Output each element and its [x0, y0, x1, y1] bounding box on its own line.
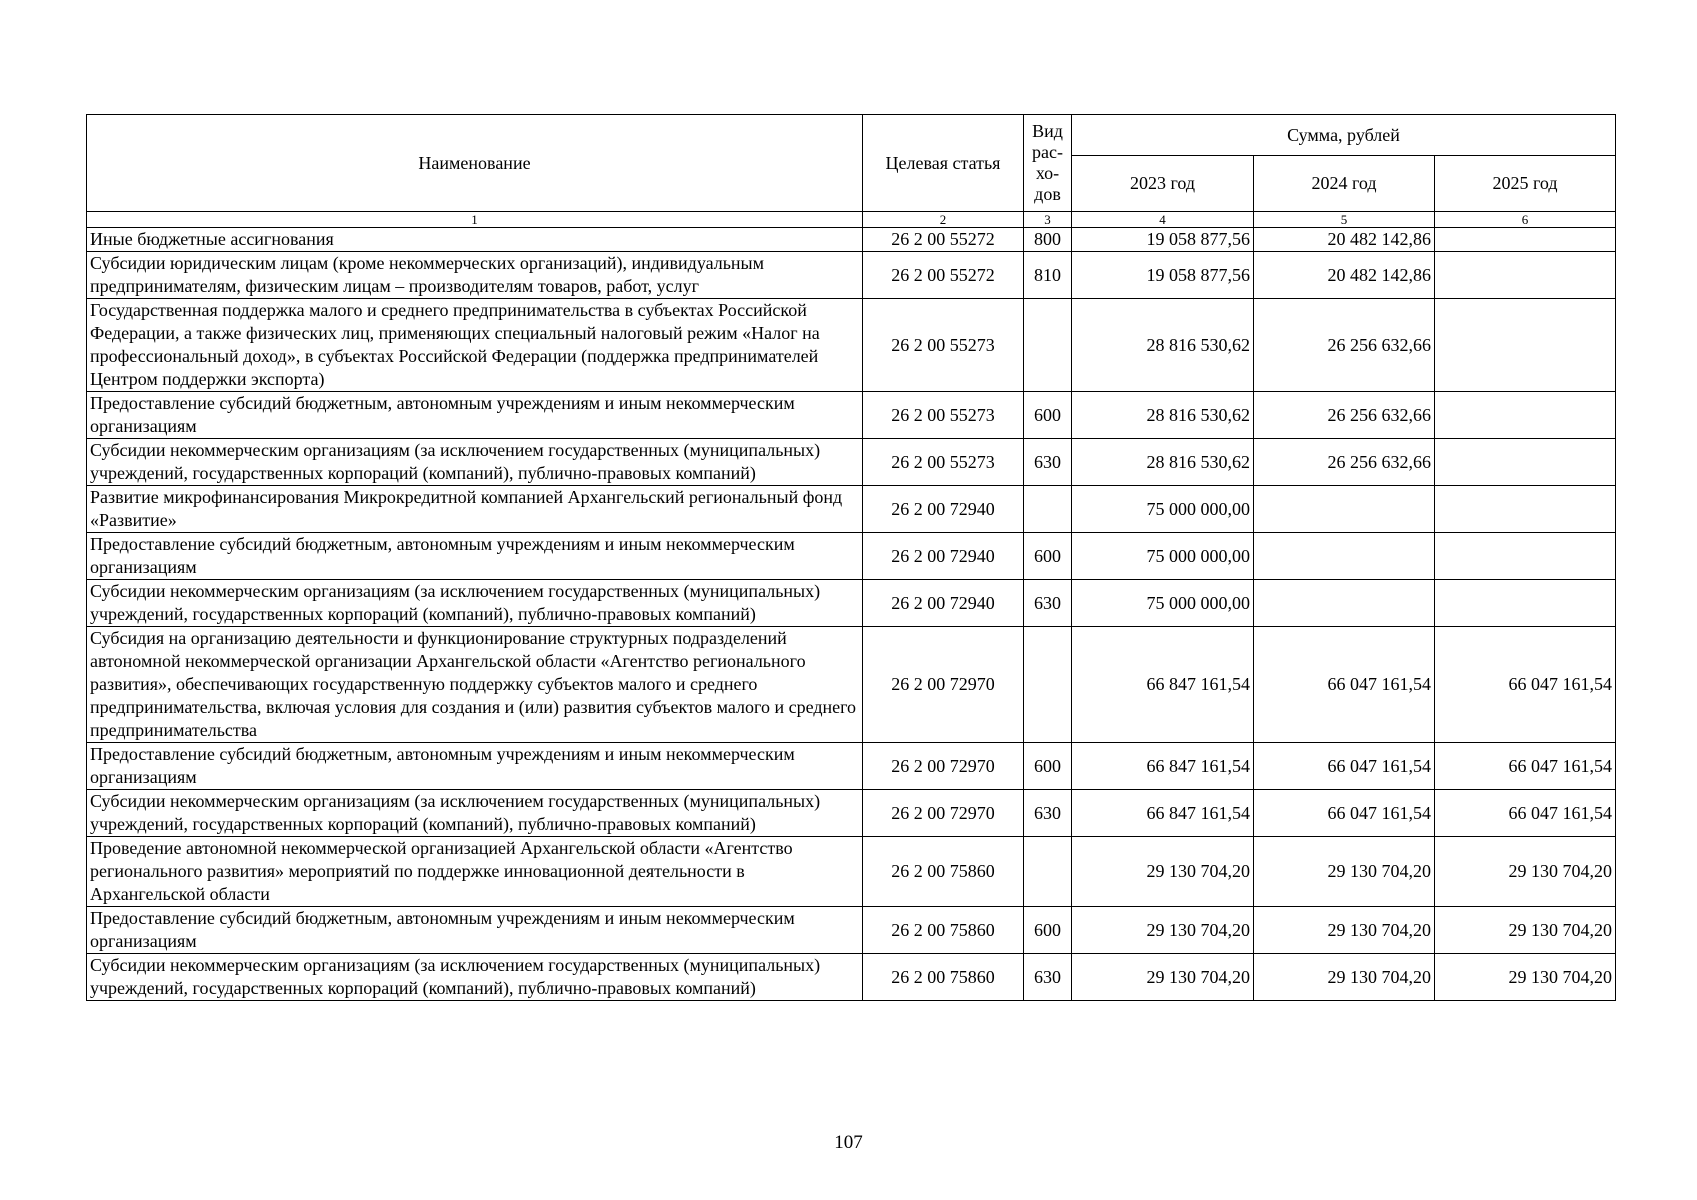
column-number: 5	[1254, 212, 1435, 228]
row-target-article: 26 2 00 75860	[863, 907, 1024, 954]
header-kind	[1024, 115, 1072, 212]
row-name: Субсидии некоммерческим организациям (за исключением государственных (муниципальных) учреждений, государственных корпораций (компаний), публично-правовых компаний)	[87, 790, 863, 837]
row-amount-2023: 66 847 161,54	[1072, 627, 1254, 743]
header-kind-line: рас-	[1032, 142, 1063, 162]
table-row	[87, 486, 1616, 533]
row-amount-2024: 66 047 161,54	[1254, 743, 1435, 790]
row-amount-2024	[1254, 580, 1435, 627]
row-amount-2023: 29 130 704,20	[1072, 837, 1254, 907]
row-amount-2023: 19 058 877,56	[1072, 252, 1254, 299]
row-amount-2024: 29 130 704,20	[1254, 954, 1435, 1001]
row-name: Предоставление субсидий бюджетным, автономным учреждениям и иным некоммерческим организациям	[87, 907, 863, 954]
row-target-article: 26 2 00 55273	[863, 439, 1024, 486]
row-target-article: 26 2 00 72940	[863, 533, 1024, 580]
row-amount-2025: 66 047 161,54	[1435, 627, 1616, 743]
row-expense-type	[1024, 486, 1072, 533]
column-number: 3	[1024, 212, 1072, 228]
row-amount-2024: 29 130 704,20	[1254, 907, 1435, 954]
row-amount-2025	[1435, 392, 1616, 439]
row-expense-type: 600	[1024, 392, 1072, 439]
row-amount-2023: 66 847 161,54	[1072, 790, 1254, 837]
row-expense-type: 630	[1024, 580, 1072, 627]
table-row	[87, 252, 1616, 299]
row-target-article: 26 2 00 55273	[863, 392, 1024, 439]
row-amount-2024: 20 482 142,86	[1254, 252, 1435, 299]
page-number: 107	[834, 1132, 863, 1153]
row-amount-2023: 19 058 877,56	[1072, 228, 1254, 252]
table-row	[87, 392, 1616, 439]
row-name: Развитие микрофинансирования Микрокредитной компанией Архангельский региональный фонд «Развитие»	[87, 486, 863, 533]
row-name: Государственная поддержка малого и среднего предпринимательства в субъектах Российской Федерации, а также физических лиц, применяющих специальный налоговый режим «Налог на профессиональный доход», в субъектах Российской Федерации (поддержка предпринимателей Центром поддержки экспорта)	[87, 299, 863, 392]
row-name: Предоставление субсидий бюджетным, автономным учреждениям и иным некоммерческим организациям	[87, 743, 863, 790]
row-amount-2024: 26 256 632,66	[1254, 299, 1435, 392]
row-expense-type: 630	[1024, 439, 1072, 486]
row-amount-2023: 29 130 704,20	[1072, 907, 1254, 954]
row-amount-2025: 66 047 161,54	[1435, 743, 1616, 790]
row-amount-2025	[1435, 580, 1616, 627]
row-amount-2025: 29 130 704,20	[1435, 837, 1616, 907]
row-amount-2025	[1435, 533, 1616, 580]
budget-sheet	[86, 114, 1616, 1001]
row-amount-2024: 29 130 704,20	[1254, 837, 1435, 907]
row-amount-2025	[1435, 439, 1616, 486]
row-expense-type	[1024, 299, 1072, 392]
table-body	[87, 228, 1616, 1001]
header-sum: Сумма, рублей	[1072, 115, 1616, 156]
row-expense-type	[1024, 837, 1072, 907]
row-amount-2023: 28 816 530,62	[1072, 439, 1254, 486]
row-name: Субсидии некоммерческим организациям (за исключением государственных (муниципальных) учреждений, государственных корпораций (компаний), публично-правовых компаний)	[87, 954, 863, 1001]
header-kind-line: Вид	[1032, 121, 1063, 141]
row-name: Субсидии некоммерческим организациям (за исключением государственных (муниципальных) учреждений, государственных корпораций (компаний), публично-правовых компаний)	[87, 580, 863, 627]
header-kind-line: хо-	[1035, 163, 1060, 183]
column-number: 4	[1072, 212, 1254, 228]
row-name: Проведение автономной некоммерческой организацией Архангельской области «Агентство регионального развития» мероприятий по поддержке инновационной деятельности в Архангельской области	[87, 837, 863, 907]
table-row	[87, 743, 1616, 790]
budget-table	[86, 114, 1616, 1001]
row-expense-type: 630	[1024, 954, 1072, 1001]
row-amount-2024	[1254, 533, 1435, 580]
row-name: Субсидии юридическим лицам (кроме некоммерческих организаций), индивидуальным предпринимателям, физическим лицам – производителям товаров, работ, услуг	[87, 252, 863, 299]
header-name: Наименование	[87, 115, 863, 212]
row-name: Предоставление субсидий бюджетным, автономным учреждениям и иным некоммерческим организациям	[87, 392, 863, 439]
row-expense-type: 600	[1024, 907, 1072, 954]
row-target-article: 26 2 00 72970	[863, 743, 1024, 790]
row-expense-type: 600	[1024, 533, 1072, 580]
header-kind-line: дов	[1034, 184, 1061, 204]
row-target-article: 26 2 00 72970	[863, 790, 1024, 837]
table-row	[87, 439, 1616, 486]
table-row	[87, 299, 1616, 392]
table-row	[87, 228, 1616, 252]
row-amount-2024	[1254, 486, 1435, 533]
row-name: Субсидии некоммерческим организациям (за исключением государственных (муниципальных) учреждений, государственных корпораций (компаний), публично-правовых компаний)	[87, 439, 863, 486]
row-amount-2023: 75 000 000,00	[1072, 533, 1254, 580]
table-row	[87, 627, 1616, 743]
table-row	[87, 954, 1616, 1001]
row-amount-2023: 29 130 704,20	[1072, 954, 1254, 1001]
row-target-article: 26 2 00 72940	[863, 580, 1024, 627]
row-name: Субсидия на организацию деятельности и функционирование структурных подразделений автономной некоммерческой организации Архангельской области «Агентство регионального развития», обеспечивающих государственную поддержку субъектов малого и среднего предпринимательства, включая условия для создания и (или) развития субъектов малого и среднего предпринимательства	[87, 627, 863, 743]
row-expense-type	[1024, 627, 1072, 743]
row-target-article: 26 2 00 55273	[863, 299, 1024, 392]
column-number: 2	[863, 212, 1024, 228]
row-amount-2024: 66 047 161,54	[1254, 627, 1435, 743]
table-row	[87, 790, 1616, 837]
table-row	[87, 837, 1616, 907]
column-number: 6	[1435, 212, 1616, 228]
row-amount-2024: 66 047 161,54	[1254, 790, 1435, 837]
row-amount-2025	[1435, 228, 1616, 252]
row-amount-2025: 29 130 704,20	[1435, 954, 1616, 1001]
row-target-article: 26 2 00 55272	[863, 228, 1024, 252]
column-number: 1	[87, 212, 863, 228]
row-name: Иные бюджетные ассигнования	[87, 228, 863, 252]
row-amount-2023: 75 000 000,00	[1072, 580, 1254, 627]
row-amount-2025: 29 130 704,20	[1435, 907, 1616, 954]
row-target-article: 26 2 00 55272	[863, 252, 1024, 299]
row-expense-type: 600	[1024, 743, 1072, 790]
header-year-2025: 2025 год	[1435, 156, 1616, 212]
header-code: Целевая статья	[863, 115, 1024, 212]
row-amount-2025	[1435, 486, 1616, 533]
table-row	[87, 580, 1616, 627]
column-number-row	[87, 212, 1616, 228]
row-amount-2024: 26 256 632,66	[1254, 392, 1435, 439]
header-year-2023: 2023 год	[1072, 156, 1254, 212]
row-amount-2023: 66 847 161,54	[1072, 743, 1254, 790]
row-expense-type: 800	[1024, 228, 1072, 252]
row-amount-2023: 75 000 000,00	[1072, 486, 1254, 533]
row-target-article: 26 2 00 75860	[863, 837, 1024, 907]
row-target-article: 26 2 00 75860	[863, 954, 1024, 1001]
row-target-article: 26 2 00 72970	[863, 627, 1024, 743]
row-expense-type: 810	[1024, 252, 1072, 299]
table-row	[87, 907, 1616, 954]
row-amount-2024: 26 256 632,66	[1254, 439, 1435, 486]
header-year-2024: 2024 год	[1254, 156, 1435, 212]
row-expense-type: 630	[1024, 790, 1072, 837]
row-amount-2025: 66 047 161,54	[1435, 790, 1616, 837]
row-amount-2023: 28 816 530,62	[1072, 299, 1254, 392]
row-name: Предоставление субсидий бюджетным, автономным учреждениям и иным некоммерческим организациям	[87, 533, 863, 580]
row-amount-2025	[1435, 252, 1616, 299]
table-row	[87, 533, 1616, 580]
row-amount-2024: 20 482 142,86	[1254, 228, 1435, 252]
row-target-article: 26 2 00 72940	[863, 486, 1024, 533]
row-amount-2023: 28 816 530,62	[1072, 392, 1254, 439]
row-amount-2025	[1435, 299, 1616, 392]
